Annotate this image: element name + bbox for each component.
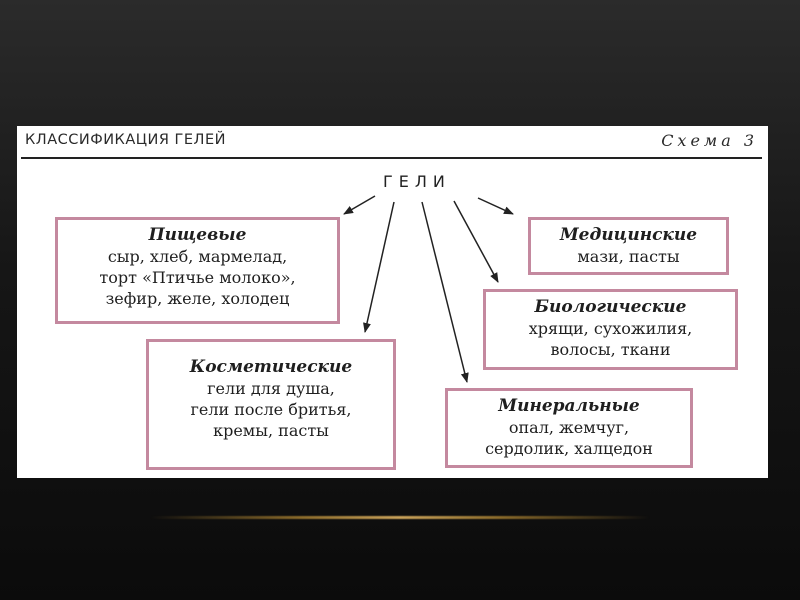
arrow-to-biological — [454, 201, 498, 282]
root-node-gels: ГЕЛИ — [383, 172, 451, 191]
category-mineral-line: опал, жемчуг, — [508, 418, 630, 437]
category-biological-line: хрящи, сухожилия, — [528, 319, 693, 338]
arrow-to-mineral — [422, 202, 467, 382]
category-food-box — [55, 217, 340, 324]
decorative-glow-line — [150, 516, 650, 519]
category-food-line: сыр, хлеб, мармелад, — [107, 247, 288, 266]
category-food-line: торт «Птичье молоко», — [99, 268, 296, 287]
category-food-line: зефир, желе, холодец — [105, 289, 290, 308]
category-mineral-title: Минеральные — [498, 396, 640, 416]
category-food-title: Пищевые — [148, 225, 247, 245]
diagram-slide — [17, 126, 768, 478]
category-medical-line: мази, пасты — [577, 247, 680, 266]
scheme-number: Схема 3 — [661, 131, 758, 150]
category-biological-box — [483, 289, 738, 370]
arrow-to-cosmetic — [365, 202, 394, 332]
category-mineral-line: сердолик, халцедон — [485, 439, 653, 458]
category-medical-title: Медицинские — [559, 225, 698, 245]
arrow-to-medical — [478, 198, 513, 214]
category-cosmetic-line: гели для душа, — [207, 379, 335, 398]
diagram-title: КЛАССИФИКАЦИЯ ГЕЛЕЙ — [25, 132, 226, 148]
category-cosmetic-title: Косметические — [189, 357, 353, 377]
category-biological-title: Биологические — [534, 297, 687, 317]
category-cosmetic-box — [146, 339, 396, 470]
category-cosmetic-line: кремы, пасты — [213, 421, 329, 440]
category-medical-box — [528, 217, 729, 275]
category-biological-line: волосы, ткани — [550, 340, 671, 359]
arrow-to-food — [344, 196, 375, 214]
category-mineral-box — [445, 388, 693, 468]
category-cosmetic-line: гели после бритья, — [190, 400, 352, 419]
